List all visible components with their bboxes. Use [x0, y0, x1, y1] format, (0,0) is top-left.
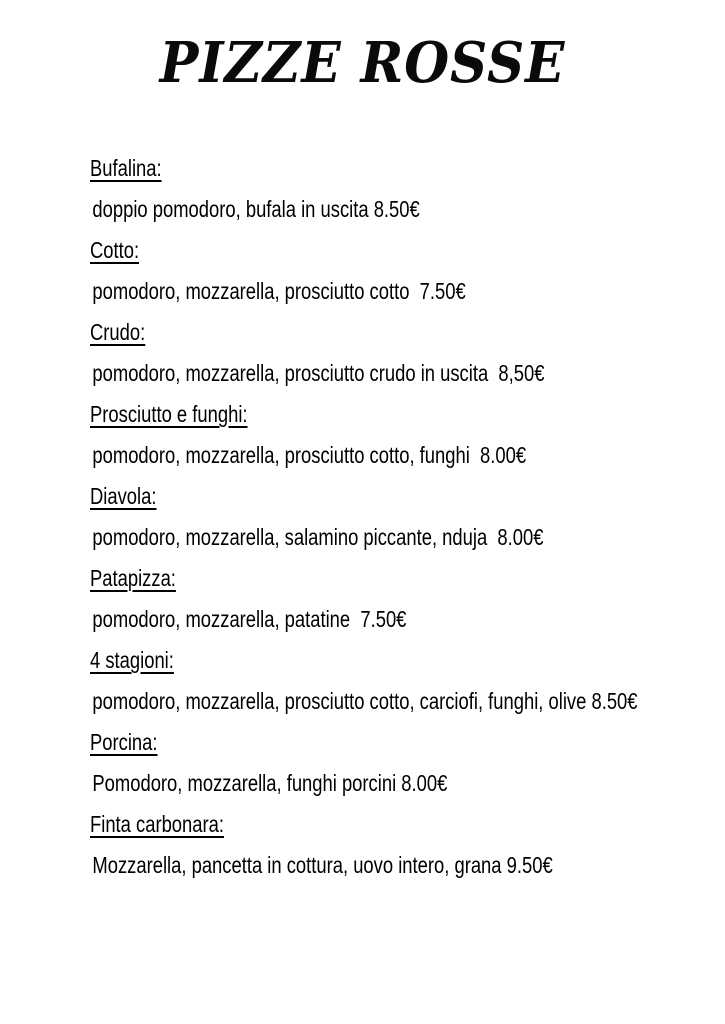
menu-item — [90, 476, 650, 558]
menu-item-name-text: Patapizza: — [90, 565, 176, 591]
menu-item-name-text: Porcina: — [90, 729, 158, 755]
menu-item-description: pomodoro, mozzarella, prosciutto cotto 7.50€ — [92, 278, 466, 304]
menu-item — [90, 558, 650, 640]
menu-item-name — [90, 558, 650, 599]
menu-item-name-text: Crudo: — [90, 319, 146, 345]
menu-item-name — [90, 722, 650, 763]
menu-item-name-text: Bufalina: — [90, 155, 162, 181]
menu-item-name-text: 4 stagioni: — [90, 647, 174, 673]
menu-item-description: Mozzarella, pancetta in cottura, uovo intero, grana 9.50€ — [92, 852, 553, 878]
menu-item-name-text: Prosciutto e funghi: — [90, 401, 248, 427]
menu-item-name — [90, 640, 650, 681]
menu-item-description: doppio pomodoro, bufala in uscita 8.50€ — [92, 196, 420, 222]
menu-item-name — [90, 312, 650, 353]
menu-item-description: pomodoro, mozzarella, salamino piccante, nduja 8.00€ — [92, 524, 544, 550]
menu-item-description: pomodoro, mozzarella, patatine 7.50€ — [92, 606, 407, 632]
menu-item-name-text: Diavola: — [90, 483, 157, 509]
menu-item — [90, 722, 650, 804]
menu-item-name — [90, 476, 650, 517]
menu-item-description: pomodoro, mozzarella, prosciutto crudo in uscita 8,50€ — [92, 360, 545, 386]
menu-item-description: pomodoro, mozzarella, prosciutto cotto, funghi 8.00€ — [92, 442, 527, 468]
menu-item — [90, 230, 650, 312]
menu-item-name-text: Finta carbonara: — [90, 811, 224, 837]
menu-item — [90, 394, 650, 476]
menu-item-name-text: Cotto: — [90, 237, 140, 263]
menu-item — [90, 804, 650, 886]
menu-item-name — [90, 804, 650, 845]
menu-item-description: pomodoro, mozzarella, prosciutto cotto, carciofi, funghi, olive 8.50€ — [92, 688, 638, 714]
menu-item — [90, 148, 650, 230]
page-title: PIZZE ROSSE — [159, 30, 566, 96]
menu-item-name — [90, 394, 650, 435]
menu-item — [90, 312, 650, 394]
menu-item — [90, 640, 650, 722]
menu-item-name — [90, 230, 650, 271]
menu-item-name — [90, 148, 650, 189]
menu-item-list — [90, 148, 650, 886]
menu-item-description: Pomodoro, mozzarella, funghi porcini 8.00€ — [92, 770, 448, 796]
